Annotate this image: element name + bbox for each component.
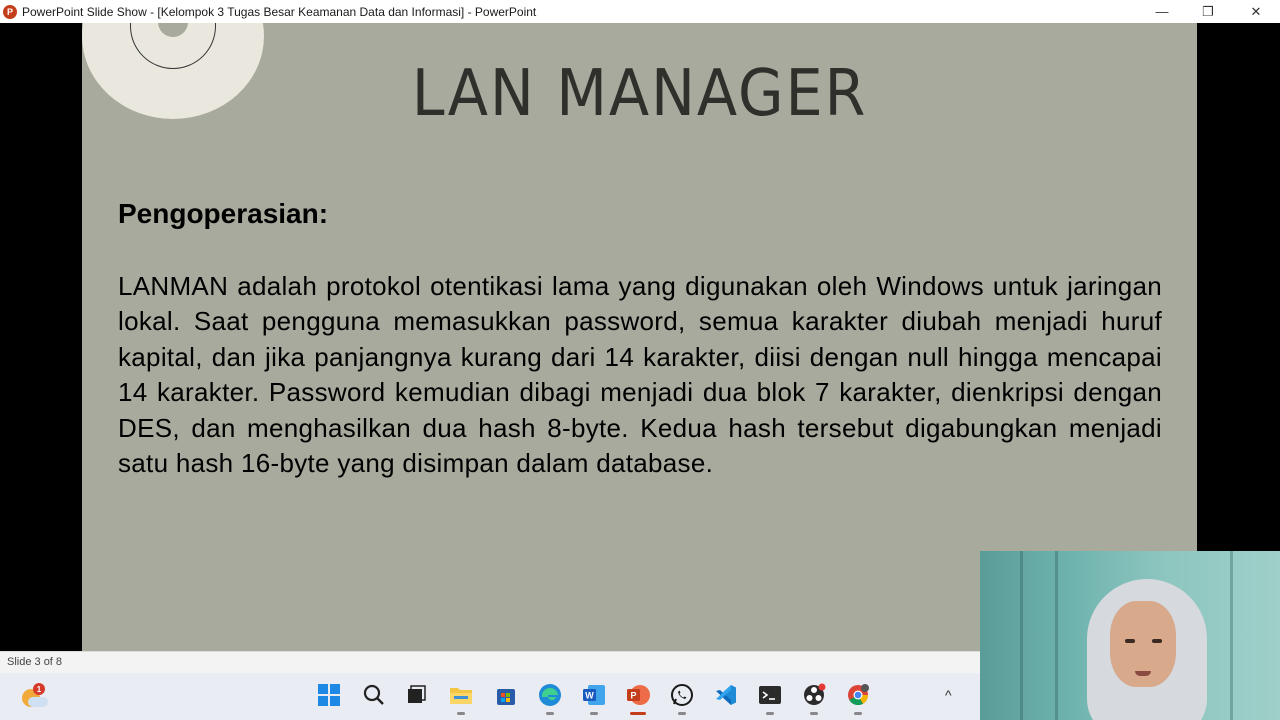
microsoft-store-icon[interactable] xyxy=(494,683,518,707)
minimize-button[interactable]: — xyxy=(1155,4,1169,19)
system-tray-chevron-icon[interactable]: ^ xyxy=(945,687,952,703)
start-icon[interactable] xyxy=(317,683,341,707)
window-title-bar xyxy=(0,0,1280,23)
running-indicator xyxy=(678,712,686,715)
terminal-icon[interactable] xyxy=(758,683,782,707)
cloud-icon xyxy=(28,697,48,707)
curtain-fold xyxy=(1055,551,1058,720)
chrome-icon[interactable] xyxy=(846,683,870,707)
restore-button[interactable]: ❐ xyxy=(1202,3,1214,19)
search-icon[interactable] xyxy=(362,683,386,707)
file-explorer-icon[interactable] xyxy=(449,683,473,707)
slide-body-text: LANMAN adalah protokol otentikasi lama yang digunakan oleh Windows untuk jaringan lokal. Saat pengguna memasukkan password, semua karakter diubah menjadi huruf kapital, dan jika panjangnya kurang dari 14 karakter, diisi dengan null hingga mencapai 14 karakter. Password kemudian dibagi menjadi dua blok 7 karakter, dienkripsi dengan DES, dan menghasilkan dua hash 8-byte. Kedua hash tersebut digabungkan menjadi satu hash 16-byte yang disimpan dalam database. xyxy=(118,271,1162,479)
weather-widget[interactable] xyxy=(20,683,48,709)
person-mouth xyxy=(1135,671,1151,676)
powerpoint-icon[interactable] xyxy=(626,683,650,707)
running-indicator xyxy=(546,712,554,715)
curtain-fold xyxy=(1020,551,1023,720)
svg-text:W: W xyxy=(585,690,594,701)
running-indicator xyxy=(854,712,862,715)
slide-title: LAN MANAGER xyxy=(411,57,868,131)
window-title: PowerPoint Slide Show - [Kelompok 3 Tugas Besar Keamanan Data dan Informasi] - PowerPoint xyxy=(22,4,537,19)
running-indicator xyxy=(590,712,598,715)
close-button[interactable]: ✕ xyxy=(1250,3,1262,19)
svg-text:P: P xyxy=(630,690,637,701)
person-eye xyxy=(1125,639,1135,643)
powerpoint-app-icon: P xyxy=(3,5,17,19)
obs-icon[interactable] xyxy=(802,683,826,707)
edge-icon[interactable] xyxy=(538,683,562,707)
person-eye xyxy=(1152,639,1162,643)
running-indicator xyxy=(457,712,465,715)
curtain-fold xyxy=(1230,551,1233,720)
task-view-icon[interactable] xyxy=(404,683,428,707)
whatsapp-icon[interactable] xyxy=(670,683,694,707)
slide-heading: Pengoperasian: xyxy=(118,198,329,229)
slideshow-status-bar xyxy=(0,651,980,673)
active-running-indicator xyxy=(630,712,646,715)
running-indicator xyxy=(810,712,818,715)
running-indicator xyxy=(766,712,774,715)
webcam-overlay xyxy=(980,551,1280,720)
slide-counter: Slide 3 of 8 xyxy=(7,656,63,668)
vscode-icon[interactable] xyxy=(714,683,738,707)
word-icon[interactable] xyxy=(582,683,606,707)
notification-badge: 1 xyxy=(33,683,45,695)
